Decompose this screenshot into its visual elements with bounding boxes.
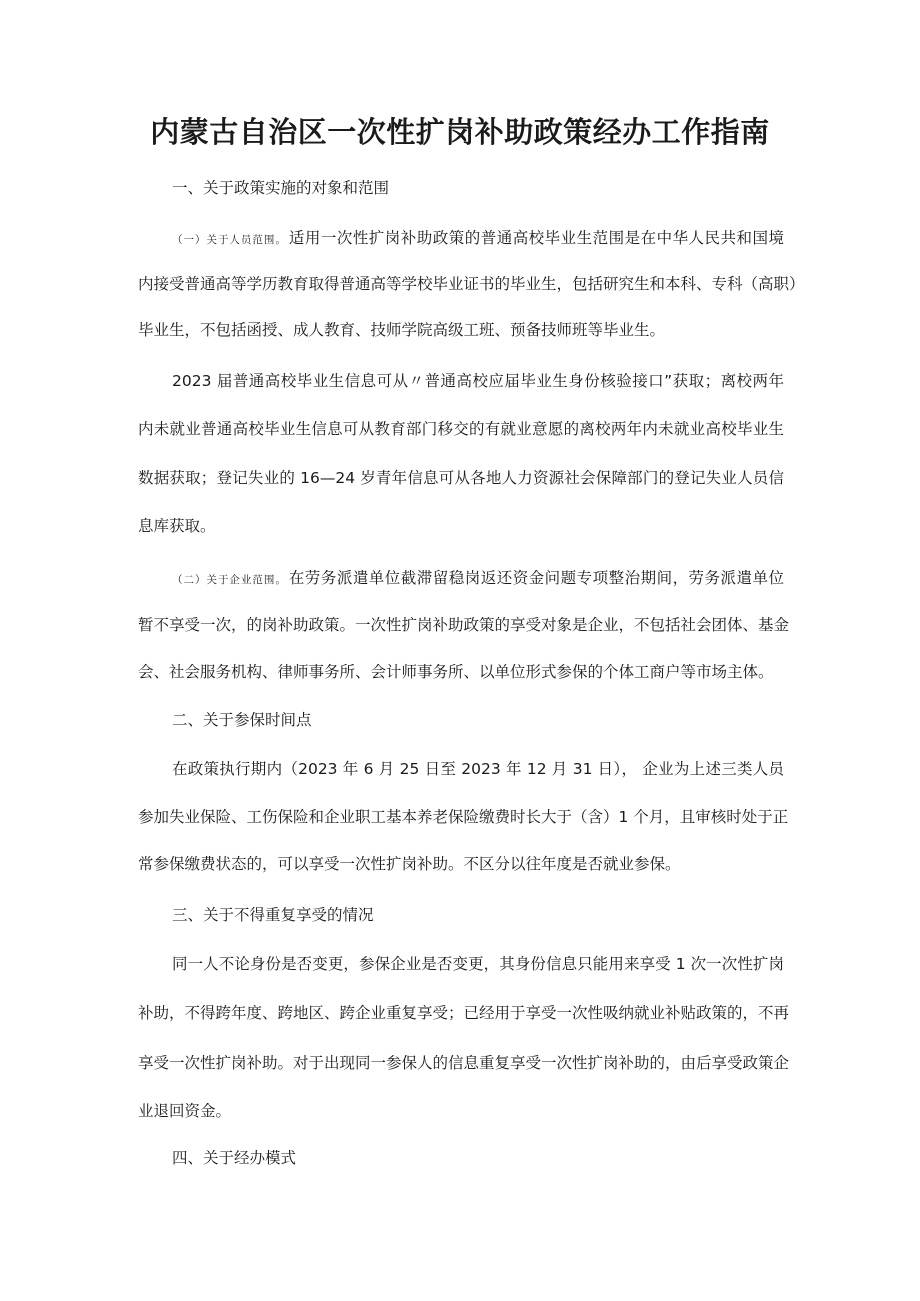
paragraph-line: 2023 届普通高校毕业生信息可从〃普通高校应届毕业生身份核验接口”获取；离校两年 [172, 372, 784, 390]
section-3-heading: 三、关于不得重复享受的情况 [172, 906, 374, 924]
paragraph-line: 内接受普通高等学历教育取得普通高等学校毕业证书的毕业生，包括研究生和本科、专科（高职） [138, 275, 805, 293]
paragraph-text: 适用一次性扩岗补助政策的普通高校毕业生范围是在中华人民共和国境 [288, 229, 784, 247]
section-1-heading: 一、关于政策实施的对象和范围 [172, 179, 390, 197]
paragraph-line [172, 566, 784, 592]
paragraph-line: 数据获取；登记失业的 16—24 岁青年信息可从各地人力资源社会保障部门的登记失业人员信 [138, 469, 784, 487]
paragraph-line: 参加失业保险、工伤保险和企业职工基本养老保险缴费时长大于（含）1 个月，且审核时处于正 [138, 808, 789, 826]
paragraph-line: 息库获取。 [138, 517, 216, 535]
subsection-2-label: （二）关于企业范围。 [172, 574, 287, 586]
paragraph-line: 享受一次性扩岗补助。对于出现同一参保人的信息重复享受一次性扩岗补助的，由后享受政策企 [138, 1054, 790, 1072]
paragraph-text: 在劳务派遣单位截滞留稳岗返还资金问题专项整治期间，劳务派遣单位 [288, 569, 784, 587]
paragraph-line: 补助，不得跨年度、跨地区、跨企业重复享受；已经用于享受一次性吸纳就业补贴政策的，不再 [138, 1004, 790, 1022]
document-title: 内蒙古自治区一次性扩岗补助政策经办工作指南 [150, 115, 770, 149]
section-2-heading: 二、关于参保时间点 [172, 711, 312, 729]
paragraph-line: 内未就业普通高校毕业生信息可从教育部门移交的有就业意愿的离校两年内未就业高校毕业生 [138, 420, 784, 438]
paragraph-line: 会、社会服务机构、律师事务所、会计师事务所、以单位形式参保的个体工商户等市场主体。 [138, 663, 774, 681]
paragraph-line: 业退回资金。 [138, 1102, 232, 1120]
section-4-heading: 四、关于经办模式 [172, 1149, 297, 1167]
paragraph-line [172, 226, 784, 252]
subsection-1-label: （一）关于人员范围。 [172, 234, 287, 246]
paragraph-line: 在政策执行期内（2023 年 6 月 25 日至 2023 年 12 月 31 日）， 企业为上述三类人员 [172, 760, 784, 778]
paragraph-line: 常参保缴费状态的，可以享受一次性扩岗补助。不区分以往年度是否就业参保。 [138, 855, 681, 873]
paragraph-line: 毕业生，不包括函授、成人教育、技师学院高级工班、预备技师班等毕业生。 [138, 321, 666, 339]
paragraph-line: 暂不享受一次，的岗补助政策。一次性扩岗补助政策的享受对象是企业，不包括社会团体、基金 [138, 616, 790, 634]
paragraph-line: 同一人不论身份是否变更，参保企业是否变更，其身份信息只能用来享受 1 次一次性扩岗 [172, 955, 784, 973]
